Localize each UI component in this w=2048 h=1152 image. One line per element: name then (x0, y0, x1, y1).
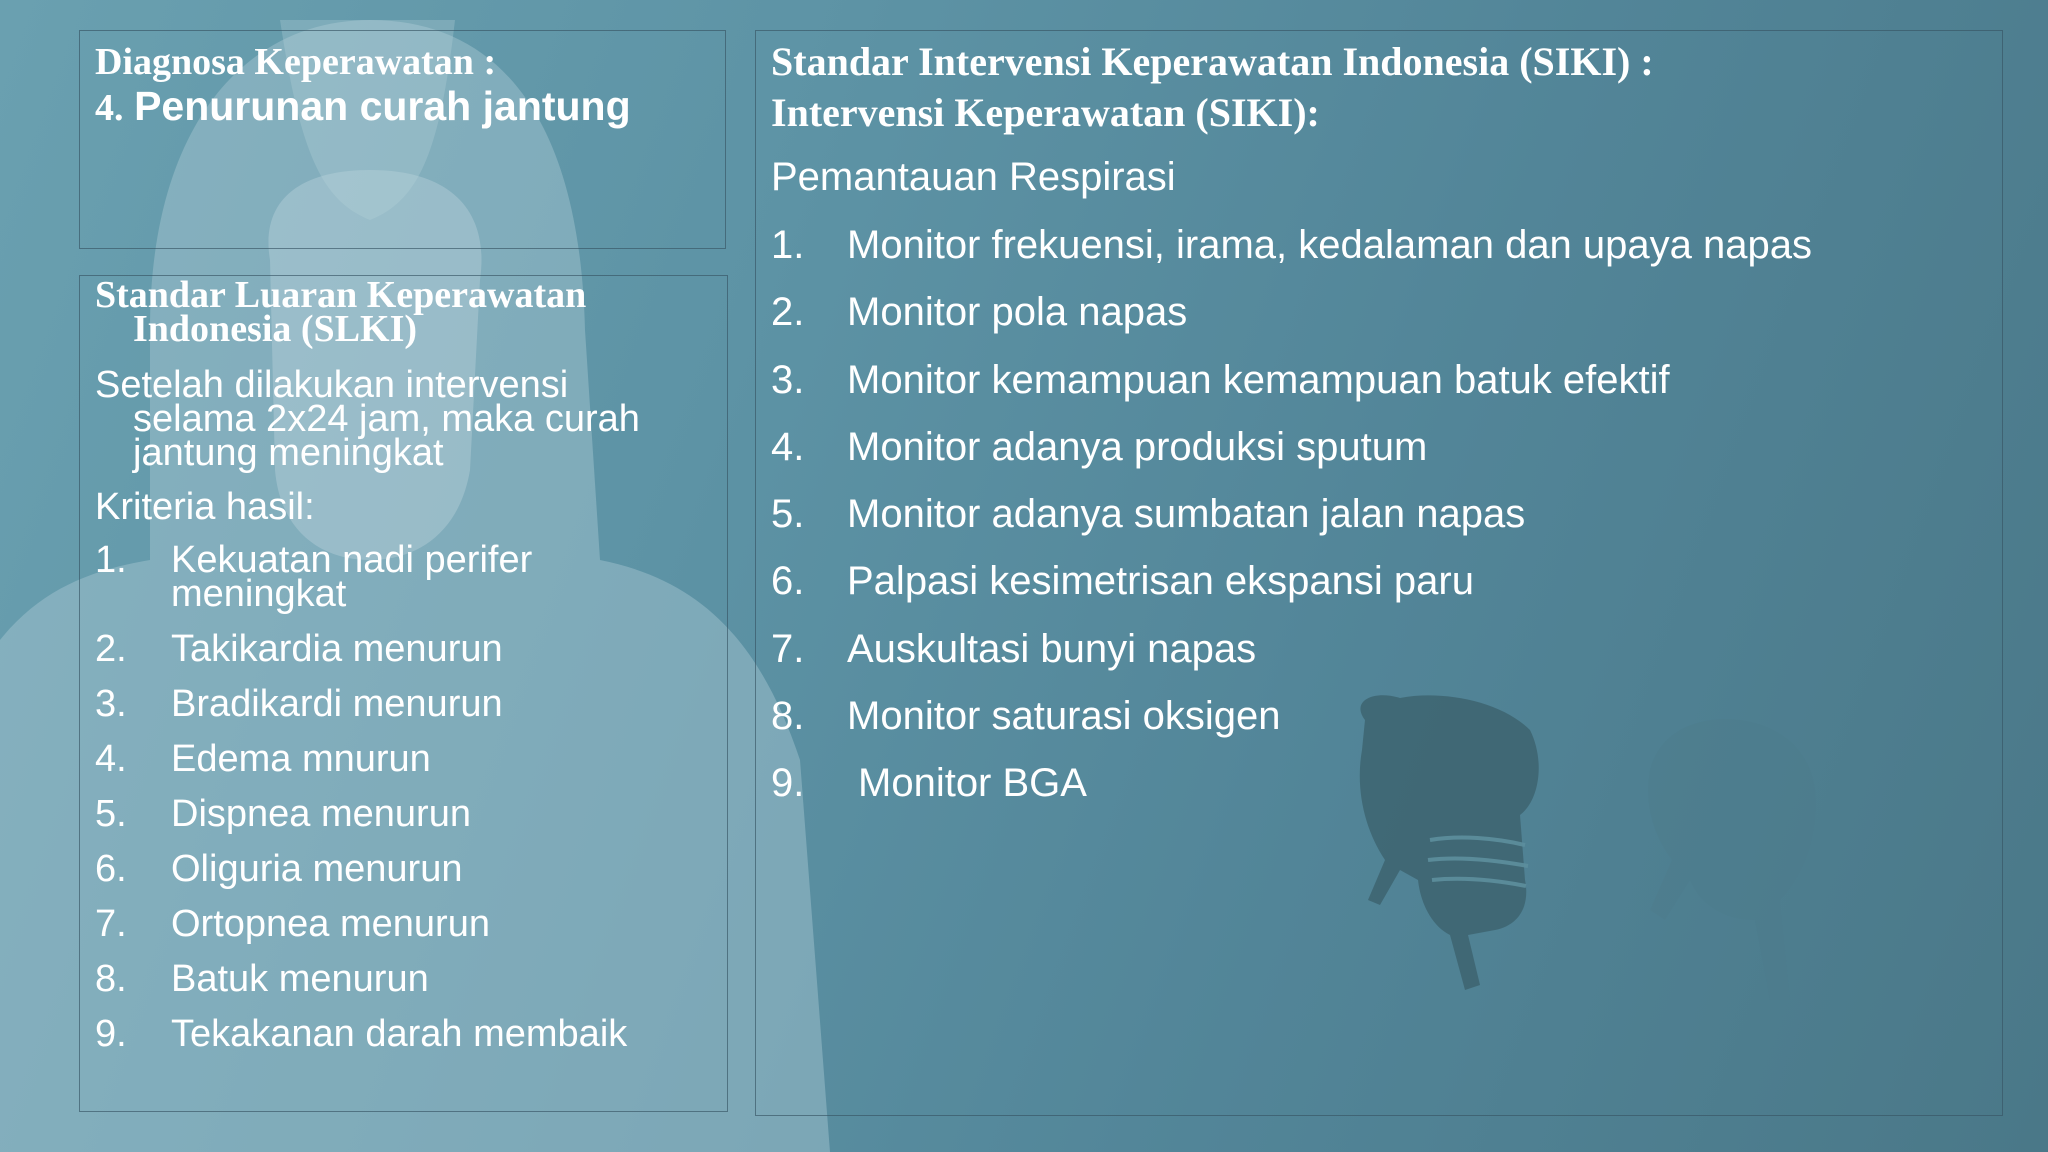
list-item-number: 1. (771, 223, 805, 267)
diagnosa-text: Penurunan curah jantung (134, 83, 631, 129)
siki-intervention-list (771, 220, 1991, 826)
list-item-number: 9. (95, 1013, 127, 1055)
list-item-number: 8. (95, 958, 127, 1000)
list-item (95, 1013, 715, 1055)
list-item-number: 5. (95, 793, 127, 835)
list-item-text-cont: meningkat (171, 573, 347, 615)
list-item-text: Oliguria menurun (171, 848, 463, 890)
diagnosa-item (95, 84, 631, 130)
siki-title (771, 36, 1654, 138)
slki-title (95, 274, 695, 350)
slki-intro (95, 364, 715, 474)
list-item-number: 3. (95, 683, 127, 725)
list-item-number: 9. (771, 761, 805, 806)
list-item-number: 6. (95, 848, 127, 890)
list-item-number: 2. (95, 628, 127, 670)
slki-intro-line3: jantung meningkat (133, 432, 444, 474)
slki-title-line1: Standar Luaran Keperawatan (95, 274, 587, 316)
list-item-text: Monitor pola napas (847, 290, 1188, 335)
list-item (771, 422, 1991, 489)
list-item-text: Monitor saturasi oksigen (847, 694, 1281, 739)
diagnosa-title: Diagnosa Keperawatan : (95, 41, 497, 83)
list-item (95, 683, 715, 725)
list-item-number: 2. (771, 290, 805, 335)
list-item-text: Ortopnea menurun (171, 903, 490, 945)
slki-intro-line1: Setelah dilakukan intervensi (95, 364, 569, 406)
list-item-number: 7. (95, 903, 127, 945)
slki-criteria-label: Kriteria hasil: (95, 486, 315, 528)
list-item (771, 220, 1991, 287)
list-item-text: Monitor adanya produksi sputum (847, 424, 1428, 469)
list-item (95, 539, 715, 615)
list-item (771, 691, 1991, 758)
list-item-text: Edema mnurun (171, 738, 431, 780)
siki-title-line1: Standar Intervensi Keperawatan Indonesia (SIKI) : (771, 39, 1654, 84)
list-item-number: 4. (771, 424, 805, 469)
list-item-number: 1. (95, 539, 127, 581)
slki-title-line2: Indonesia (SLKI) (133, 308, 418, 350)
list-item-text: Takikardia menurun (171, 628, 503, 670)
list-item-text: Monitor adanya sumbatan jalan napas (847, 492, 1526, 537)
list-item-text: Batuk menurun (171, 958, 429, 1000)
diagnosa-number: 4. (95, 87, 124, 129)
list-item-text: Tekakanan darah membaik (171, 1013, 628, 1055)
list-item (95, 793, 715, 835)
list-item-text: Auskultasi bunyi napas (847, 626, 1257, 671)
list-item-text: Monitor frekuensi, irama, kedalaman dan upaya napas (847, 223, 1812, 267)
list-item-number: 8. (771, 694, 805, 739)
slki-intro-line2: selama 2x24 jam, maka curah (133, 398, 640, 440)
list-item (771, 287, 1991, 354)
list-item-number: 4. (95, 738, 127, 780)
list-item-number: 6. (771, 559, 805, 604)
list-item-text: Dispnea menurun (171, 793, 471, 835)
list-item-text: Palpasi kesimetrisan ekspansi paru (847, 559, 1474, 604)
list-item (95, 628, 715, 670)
list-item (95, 738, 715, 780)
list-item (95, 958, 715, 1000)
list-item (771, 556, 1991, 623)
list-item (771, 489, 1991, 556)
slki-criteria-list (95, 539, 715, 1072)
list-item (771, 355, 1991, 422)
list-item-text: Bradikardi menurun (171, 683, 503, 725)
list-item (95, 903, 715, 945)
list-item-text: Monitor BGA (858, 761, 1087, 806)
list-item (771, 758, 1991, 825)
list-item-text: Monitor kemampuan kemampuan batuk efektif (847, 357, 1670, 402)
siki-subtitle: Pemantauan Respirasi (771, 155, 1176, 199)
list-item-number: 7. (771, 626, 805, 671)
list-item-number: 3. (771, 357, 805, 402)
list-item-number: 5. (771, 492, 805, 537)
list-item (95, 848, 715, 890)
siki-title-line2: Intervensi Keperawatan (SIKI): (771, 90, 1320, 135)
list-item (771, 624, 1991, 691)
list-item-text: Kekuatan nadi perifer (171, 539, 533, 581)
